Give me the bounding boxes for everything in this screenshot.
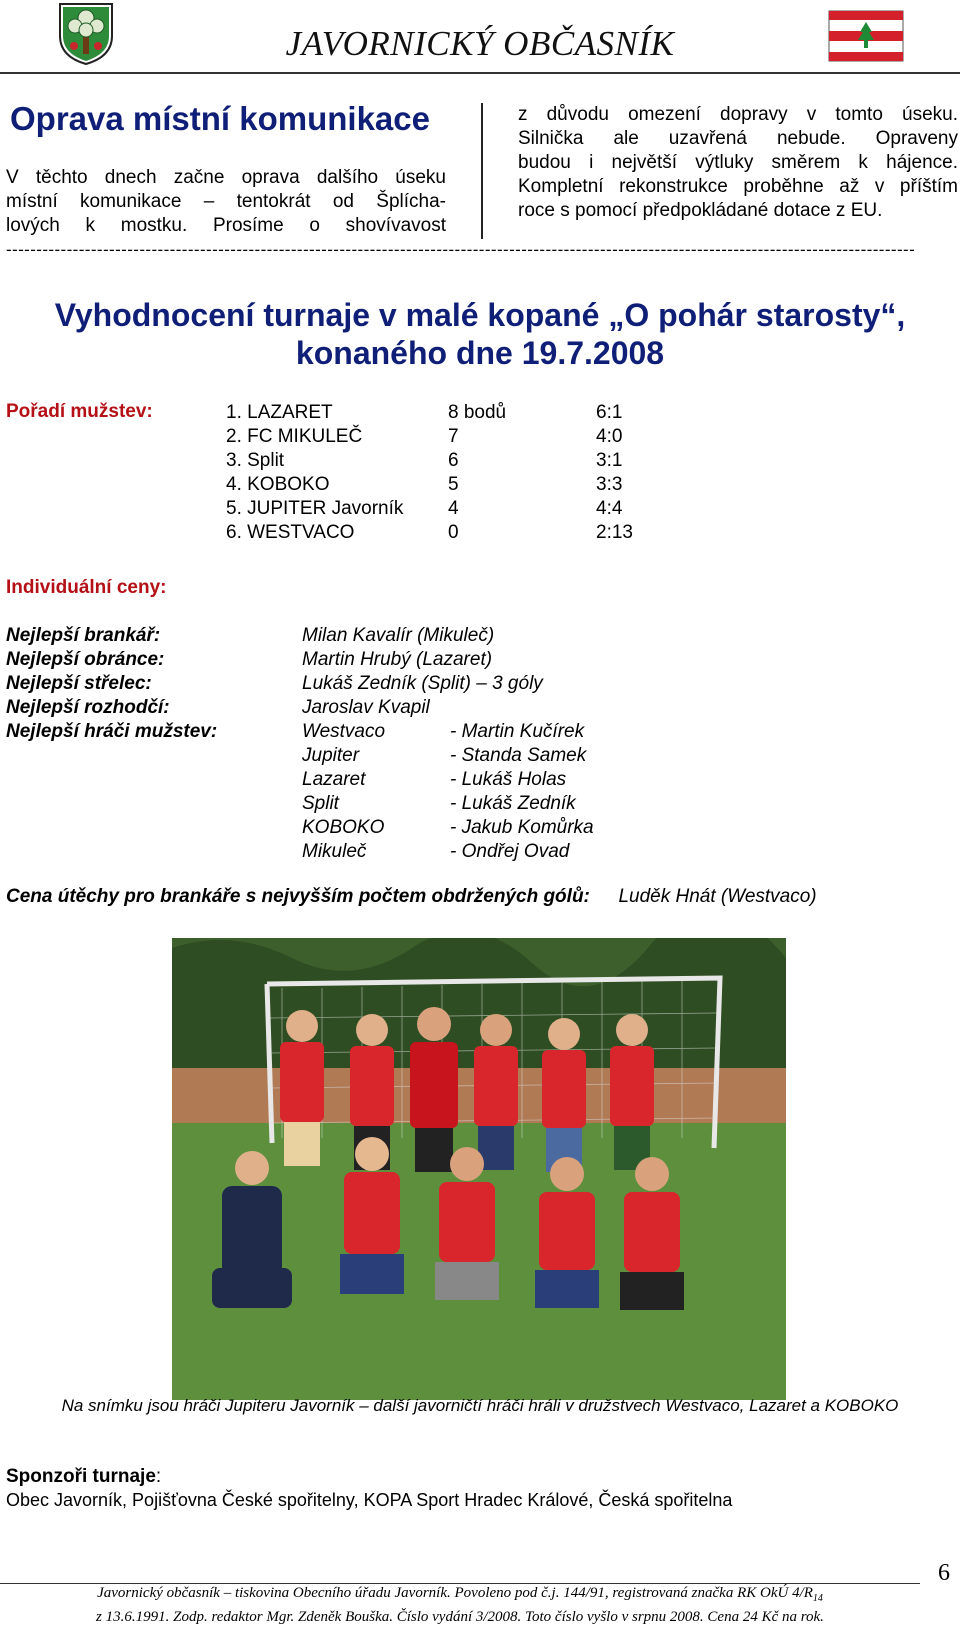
news-title: Oprava místní komunikace (10, 100, 430, 137)
award-row (6, 624, 594, 648)
team-points: 8 bodů (448, 402, 507, 423)
table-row (226, 425, 633, 449)
news-right-line: budou i největší výtluky směrem k hájence. (518, 152, 958, 173)
best-player-team: Jupiter (302, 745, 360, 766)
municipal-flag-icon (828, 10, 904, 62)
team-photo (172, 938, 786, 1400)
best-player-name: - Jakub Komůrka (450, 817, 594, 838)
team-points: 6 (448, 450, 459, 471)
news-right-line: Kompletní rekonstrukce proběhne až v příštím (518, 176, 958, 197)
team-name: 2. FC MIKULEČ (226, 426, 363, 447)
award-winner: Jaroslav Kvapil (302, 697, 430, 718)
team-score: 3:3 (596, 474, 623, 495)
best-player-name: - Lukáš Holas (450, 769, 567, 790)
best-player-row (6, 816, 594, 840)
team-name: 4. KOBOKO (226, 474, 330, 495)
consolation-prize (6, 886, 817, 908)
award-winner: Milan Kavalír (Mikuleč) (302, 625, 495, 646)
best-player-row (6, 840, 594, 864)
best-player-row (6, 720, 594, 744)
best-player-team: Split (302, 793, 339, 814)
standings-label: Pořadí mužstev: (6, 401, 153, 422)
team-name: 6. WESTVACO (226, 522, 355, 543)
best-player-team: KOBOKO (302, 817, 385, 838)
photo-caption: Na snímku jsou hráči Jupiteru Javorník – další javorničtí hráči hráli v družstvech Westvaco, Lazaret a KOBOKO (61, 1396, 899, 1415)
tournament-title (0, 296, 960, 372)
individual-awards-label: Individuální ceny: (6, 577, 167, 598)
award-row (6, 696, 594, 720)
footer-line2: z 13.6.1991. Zodp. redaktor Mgr. Zdeněk Bouška. Číslo vydání 3/2008. Toto číslo vyšlo v srpnu 2008. Cena 24 Kč na rok. (96, 1609, 824, 1625)
sponsors-label: Sponzoři turnaje (6, 1466, 156, 1487)
column-divider (481, 103, 483, 239)
standings-table (226, 401, 633, 545)
dashed-separator: ------------------------------------------------------------------------------------------------------------------------------------------------------ (6, 240, 916, 259)
best-player-name: - Martin Kučírek (450, 721, 585, 742)
news-right-line: Silnička ale uzavřená nebude. Opraveny (518, 128, 958, 149)
best-player-row (6, 744, 594, 768)
news-left-line: místní komunikace – tentokrát od Šplícha- (6, 191, 446, 212)
best-player-row (6, 768, 594, 792)
best-player-name: - Ondřej Ovad (450, 841, 570, 862)
tournament-title-line2: konaného dne 19.7.2008 (295, 335, 665, 371)
team-points: 5 (448, 474, 459, 495)
consolation-label: Cena útěchy pro brankáře s nejvyšším počtem obdržených gólů: (6, 886, 590, 907)
masthead-title: JAVORNICKÝ OBČASNÍK (285, 24, 675, 63)
best-player-name: - Standa Samek (450, 745, 587, 766)
header-rule (0, 72, 960, 74)
best-player-name: - Lukáš Zedník (450, 793, 576, 814)
table-row (226, 497, 633, 521)
sponsors-list: Obec Javorník, Pojišťovna České spořitelny, KOPA Sport Hradec Králové, Česká spořitelna (6, 1490, 733, 1510)
news-right-line: z důvodu omezení dopravy v tomto úseku. (518, 104, 958, 125)
best-players-label: Nejlepší hráči mužstev: (6, 721, 218, 742)
team-points: 7 (448, 426, 459, 447)
team-score: 3:1 (596, 450, 623, 471)
table-row (226, 473, 633, 497)
best-player-row (6, 792, 594, 816)
team-name: 1. LAZARET (226, 402, 333, 423)
news-left-line: V těchto dnech začne oprava dalšího úseku (6, 167, 446, 188)
news-left-line: lových k mostku. Prosíme o shovívavost (6, 215, 446, 236)
news-right-line: roce s pomocí předpokládané dotace z EU. (518, 200, 883, 221)
award-label: Nejlepší rozhodčí: (6, 697, 170, 718)
award-row (6, 648, 594, 672)
team-score: 6:1 (596, 402, 623, 423)
team-points: 0 (448, 522, 459, 543)
news-left-column (6, 166, 446, 238)
award-winner: Lukáš Zedník (Split) – 3 góly (302, 673, 543, 694)
page-number: 6 (938, 1560, 950, 1586)
news-right-column (518, 103, 958, 223)
award-label: Nejlepší brankář: (6, 625, 161, 646)
team-name: 5. JUPITER Javorník (226, 498, 404, 519)
team-score: 4:4 (596, 498, 623, 519)
award-label: Nejlepší střelec: (6, 673, 152, 694)
best-player-team: Lazaret (302, 769, 366, 790)
footer-line1-text: Javornický občasník – tiskovina Obecního úřadu Javorník. Povoleno pod č.j. 144/91, registrovaná značka RK OkÚ 4/R (97, 1585, 813, 1601)
best-player-team: Westvaco (302, 721, 386, 742)
team-points: 4 (448, 498, 459, 519)
team-score: 2:13 (596, 522, 633, 543)
award-label: Nejlepší obránce: (6, 649, 165, 670)
table-row (226, 449, 633, 473)
footer-line1 (0, 1584, 920, 1608)
team-score: 4:0 (596, 426, 623, 447)
tournament-title-line1: Vyhodnocení turnaje v malé kopané „O pohár starosty“, (54, 297, 906, 333)
award-row (6, 672, 594, 696)
team-name: 3. Split (226, 450, 285, 471)
best-player-team: Mikuleč (302, 841, 367, 862)
award-winner: Martin Hrubý (Lazaret) (302, 649, 493, 670)
awards-table (6, 624, 594, 864)
sponsors-heading (6, 1466, 161, 1488)
consolation-winner: Luděk Hnát (Westvaco) (618, 886, 817, 907)
table-row (226, 401, 633, 425)
footer-line1-sub: 14 (812, 1593, 823, 1604)
table-row (226, 521, 633, 545)
sponsors-colon: : (155, 1466, 162, 1487)
